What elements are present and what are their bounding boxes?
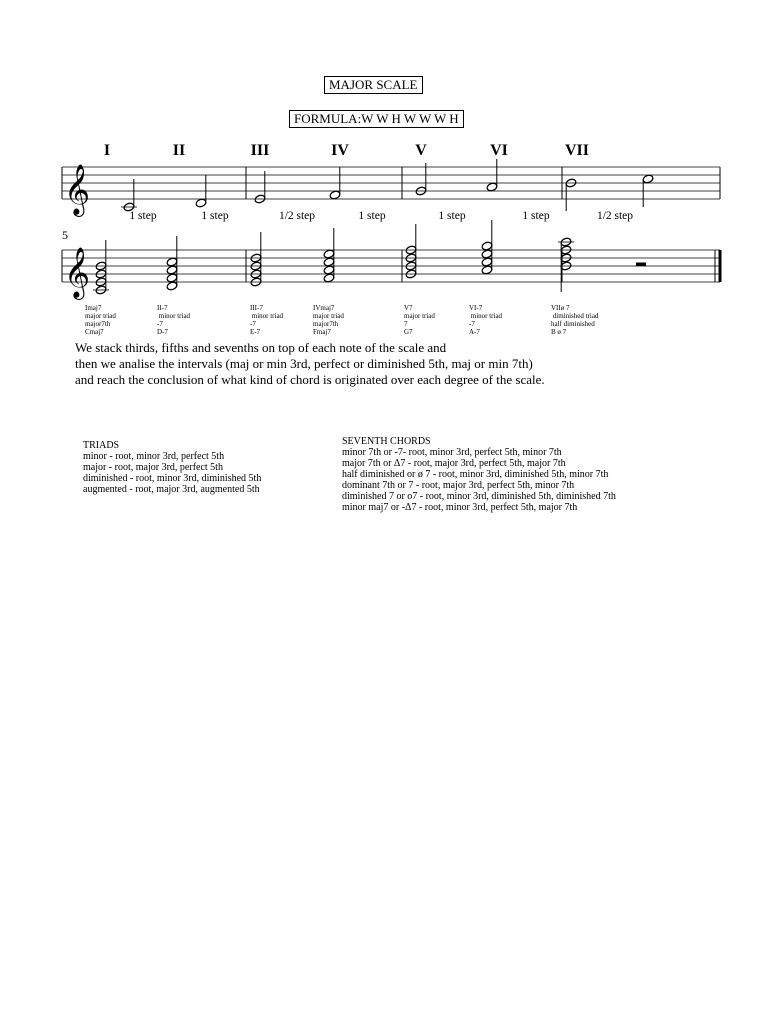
paragraph-line: and reach the conclusion of what kind of chord is originated over each degree of the scale. bbox=[75, 372, 545, 387]
page-title: MAJOR SCALE bbox=[324, 76, 423, 94]
notehead bbox=[323, 265, 335, 275]
paragraph-line: then we analise the intervals (maj or min 3rd, perfect or diminished 5th, maj or min 7th) bbox=[75, 356, 533, 371]
triad-item: augmented - root, major 3rd, augmented 5th bbox=[83, 484, 260, 495]
seventh-item: half diminished or ø 7 - root, minor 3rd, diminished 5th, minor 7th bbox=[342, 469, 609, 480]
degree-numeral: VI bbox=[490, 142, 508, 159]
chord-label: Imaj7 major triad major7th Cmaj7 bbox=[85, 304, 116, 336]
explanation-paragraph bbox=[75, 340, 545, 388]
notehead bbox=[481, 265, 493, 275]
treble-clef-icon: 𝄞 bbox=[64, 247, 91, 298]
notehead bbox=[481, 241, 493, 251]
measure-number: 5 bbox=[62, 228, 68, 242]
degree-numeral: IV bbox=[331, 142, 349, 159]
seventh-item: diminished 7 or o7 - root, minor 3rd, diminished 5th, diminished 7th bbox=[342, 491, 616, 502]
music-score bbox=[0, 0, 768, 340]
triad-item: major - root, major 3rd, perfect 5th bbox=[83, 462, 223, 473]
degree-numeral: III bbox=[250, 142, 270, 159]
half-rest-icon bbox=[636, 263, 646, 267]
chord-label: III-7 minor triad -7 E-7 bbox=[250, 304, 284, 336]
notehead bbox=[481, 249, 493, 259]
step-label: 1/2 step bbox=[278, 210, 316, 222]
triad-item: diminished - root, minor 3rd, diminished 5th bbox=[83, 473, 262, 484]
chord-label: V7 major triad 7 G7 bbox=[404, 304, 435, 336]
notehead bbox=[166, 273, 178, 283]
notehead bbox=[166, 265, 178, 275]
chord-label: VI-7 minor triad -7 A-7 bbox=[469, 304, 503, 336]
seventh-item: minor 7th or -7- root, minor 3rd, perfect 5th, minor 7th bbox=[342, 447, 562, 458]
triads-section bbox=[83, 440, 261, 495]
degree-numeral: VII bbox=[564, 142, 590, 159]
chord-label: IVmaj7 major triad major7th Fmaj7 bbox=[313, 304, 344, 336]
notehead bbox=[323, 257, 335, 267]
degree-numeral: V bbox=[415, 142, 427, 159]
notehead bbox=[642, 174, 654, 184]
seventh-item: major 7th or Δ7 - root, major 3rd, perfect 5th, major 7th bbox=[342, 458, 566, 469]
formula-box: FORMULA:W W H W W W H bbox=[289, 110, 464, 128]
triads-heading: TRIADS bbox=[83, 440, 120, 451]
sevenths-heading: SEVENTH CHORDS bbox=[342, 436, 431, 447]
seventh-chords-section bbox=[342, 436, 616, 513]
notehead bbox=[329, 190, 341, 200]
step-label: 1 step bbox=[438, 210, 466, 222]
chord-label: II-7 minor triad -7 D-7 bbox=[157, 304, 191, 336]
paragraph-line: We stack thirds, fifths and sevenths on top of each note of the scale and bbox=[75, 340, 447, 355]
degree-numeral: I bbox=[103, 142, 111, 159]
step-label: 1 step bbox=[358, 210, 386, 222]
notehead bbox=[166, 281, 178, 291]
notehead bbox=[195, 198, 207, 208]
treble-clef-icon: 𝄞 bbox=[64, 164, 91, 215]
step-label: 1 step bbox=[201, 210, 229, 222]
notehead bbox=[486, 182, 498, 192]
chord-label: VIIø 7 diminished triad half diminished B ø 7 bbox=[551, 304, 599, 336]
notehead bbox=[166, 257, 178, 267]
notehead bbox=[323, 249, 335, 259]
seventh-item: dominant 7th or 7 - root, major 3rd, perfect 5th, minor 7th bbox=[342, 480, 575, 491]
notehead bbox=[481, 257, 493, 267]
step-label: 1/2 step bbox=[596, 210, 634, 222]
degree-numeral: II bbox=[172, 142, 186, 159]
seventh-item: minor maj7 or -Δ7 - root, minor 3rd, perfect 5th, major 7th bbox=[342, 502, 578, 513]
step-label: 1 step bbox=[522, 210, 550, 222]
notehead bbox=[323, 273, 335, 283]
triad-item: minor - root, minor 3rd, perfect 5th bbox=[83, 451, 225, 462]
step-label: 1 step bbox=[129, 210, 157, 222]
